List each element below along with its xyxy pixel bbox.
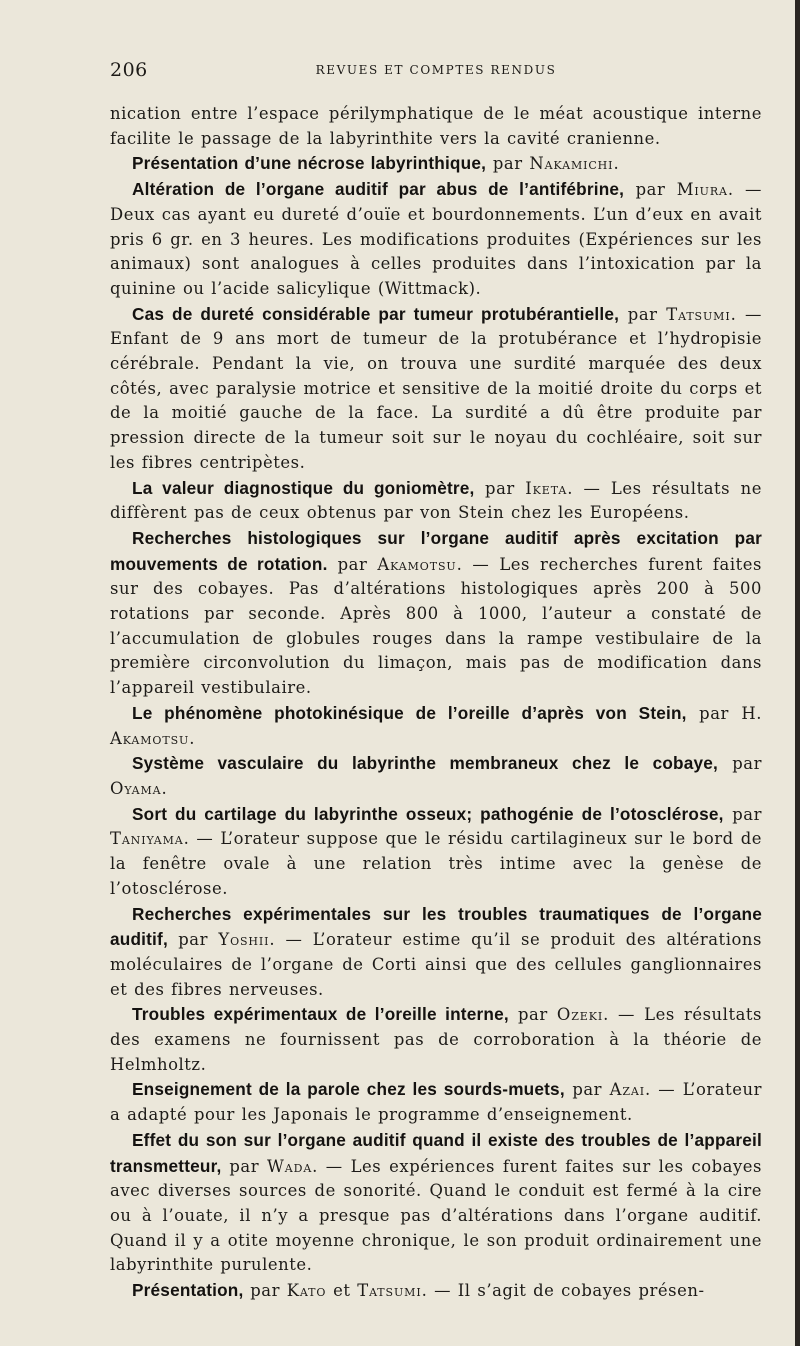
entry-title: Présentation d’une nécrose labyrinthique, <box>132 153 487 174</box>
entry-text: . — Enfant de 9 ans mort de tumeur de la protubérance et l’hydropisie cérébrale. Pendant la vie, on trouva une surdité marquée des deux côtés, avec paralysie motrice et sensitive de la moitié droite du corps et de la moitié gauche de la face. La surdité a dû être produite par pression directe de la tumeur soit sur le noyau du cochléaire, soit sur les fibres centripètes. <box>110 304 762 472</box>
entry-title: Système vasculaire du labyrinthe membraneux chez le cobaye, <box>132 753 719 774</box>
abstract-entry <box>110 1278 762 1304</box>
abstract-entry <box>110 751 762 801</box>
abstract-entry <box>110 151 762 177</box>
scan-dark-edge <box>795 0 800 1346</box>
entry-by: par <box>508 1005 557 1025</box>
entry-title: Sort du cartilage du labyrinthe osseux; pathogénie de l’otosclérose, <box>132 803 724 824</box>
entry-by: par <box>723 804 762 824</box>
entry-by: par <box>474 478 526 498</box>
entry-title: Le phénomène photokinésique de l’oreille d’après von Stein, <box>132 702 687 723</box>
abstract-entry <box>110 302 762 476</box>
book-page <box>110 57 762 1304</box>
entry-text: . — Les résultats des examens ne fournissent pas de corroboration à la théorie de Helmholtz. <box>110 1005 762 1074</box>
entry-text: . — L’orateur suppose que le résidu cartilagineux sur le bord de la fenêtre ovale à une relation très intime avec la genèse de l’otosclérose. <box>110 829 762 898</box>
entry-by-2: et <box>326 1281 358 1301</box>
entry-author: Kato <box>286 1281 327 1301</box>
entry-by: par <box>327 554 378 574</box>
entry-title: Cas de dureté considérable par tumeur protubérantielle, <box>132 303 620 324</box>
entry-title: Présentation, <box>132 1280 244 1301</box>
entry-author: Wada <box>267 1156 313 1176</box>
entry-text: . — Les recherches furent faites sur des cobayes. Pas d’altérations histologiques après 200 à 500 rotations par seconde. Après 800 à 1000, l’auteur a constaté de l’accumulation de globules rouges dans la rampe vestibulaire de la première circonvolution du limaçon, mais pas de modification dans l’appareil vestibulaire. <box>110 554 762 698</box>
entry-author: Iketa <box>525 478 568 498</box>
entry-author: Nakamichi <box>529 154 614 174</box>
entry-title: Altération de l’organe auditif par abus de l’antifébrine, <box>132 179 625 200</box>
entry-author: Ozeki <box>556 1005 604 1025</box>
abstract-entry <box>110 902 762 1003</box>
entry-title: Recherches histologiques sur l’organe auditif après excitation par mouvements de rotation. <box>110 527 762 574</box>
abstract-entry <box>110 1128 762 1278</box>
abstract-entry <box>110 701 762 751</box>
entry-author: Akamotsu <box>110 728 190 748</box>
entry-author: Miura <box>676 180 728 200</box>
entry-text: . — Les expériences furent faites sur les cobayes avec diverses sources de sonorité. Quand le conduit est fermé à la cire ou à l’ouate, il n’y a presque pas d’altérations dans l’organe auditif. Quand il y a otite moyenne chronique, le son produit ordinairement une labyrinthite purulente. <box>110 1156 763 1275</box>
entry-text: . <box>161 778 168 798</box>
entry-by: par <box>243 1281 287 1301</box>
entry-by: par <box>619 304 667 324</box>
entry-by: par <box>624 180 677 200</box>
paragraph-continuation <box>110 102 762 151</box>
entry-text: . — L’orateur a adapté pour les Japonais le programme d’enseignement. <box>110 1080 762 1125</box>
entry-by: par <box>167 930 219 950</box>
entry-by: par H. <box>686 703 763 723</box>
entry-author: Tatsumi <box>666 304 731 324</box>
page-header <box>110 57 762 85</box>
entry-title: Recherches expérimentales sur les troubles traumatiques de l’organe auditif, <box>110 903 762 950</box>
page-number: 206 <box>110 59 148 81</box>
abstract-entry <box>110 177 762 302</box>
entry-by: par <box>221 1156 268 1176</box>
entry-author: Azai <box>609 1080 645 1100</box>
abstract-entry <box>110 802 762 902</box>
entry-author: Yoshii <box>218 930 270 950</box>
running-head: REVUES ET COMPTES RENDUS <box>315 63 557 77</box>
entry-text: . — Il s’agit de cobayes présen- <box>421 1281 705 1301</box>
entry-by: par <box>486 154 530 174</box>
entry-title: Enseignement de la parole chez les sourds-muets, <box>132 1079 565 1100</box>
abstract-entry <box>110 1077 762 1127</box>
abstract-entry <box>110 526 762 701</box>
entry-text: . <box>613 154 620 174</box>
abstract-entry <box>110 476 762 526</box>
entry-author: Taniyama <box>110 829 184 849</box>
article-body <box>110 102 762 1304</box>
entry-text: . — L’orateur estime qu’il se produit des altérations moléculaires de l’organe de Corti ainsi que des cellules ganglionnaires et des fibres nerveuses. <box>110 930 762 999</box>
entry-by: par <box>564 1080 610 1100</box>
paragraph-text: nication entre l’espace périlymphatique de le méat acoustique interne facilite le passage de la labyrinthite vers la cavité cranienne. <box>110 104 762 148</box>
entry-author: Akamotsu <box>377 554 457 574</box>
entry-author-2: Tatsumi <box>357 1281 422 1301</box>
entry-title: La valeur diagnostique du goniomètre, <box>132 477 475 498</box>
entry-author: Oyama <box>110 778 162 798</box>
entry-text: . <box>189 728 195 748</box>
abstract-entry <box>110 1002 762 1077</box>
entry-text: . — Les résultats ne diffèrent pas de ceux obtenus par von Stein chez les Européens. <box>110 478 763 523</box>
entry-text: . — Deux cas ayant eu dureté d’ouïe et bourdonnements. L’un d’eux en avait pris 6 gr. en 3 heures. Les modifications produites (Expériences sur les animaux) sont analogues à celles produites dans l’intoxication par la quinine ou l’acide salicylique (Wittmack). <box>110 180 762 298</box>
entry-title: Effet du son sur l’organe auditif quand il existe des troubles de l’appareil transmetteur, <box>110 1129 762 1176</box>
entry-by: par <box>718 754 762 774</box>
entry-title: Troubles expérimentaux de l’oreille interne, <box>132 1004 509 1025</box>
